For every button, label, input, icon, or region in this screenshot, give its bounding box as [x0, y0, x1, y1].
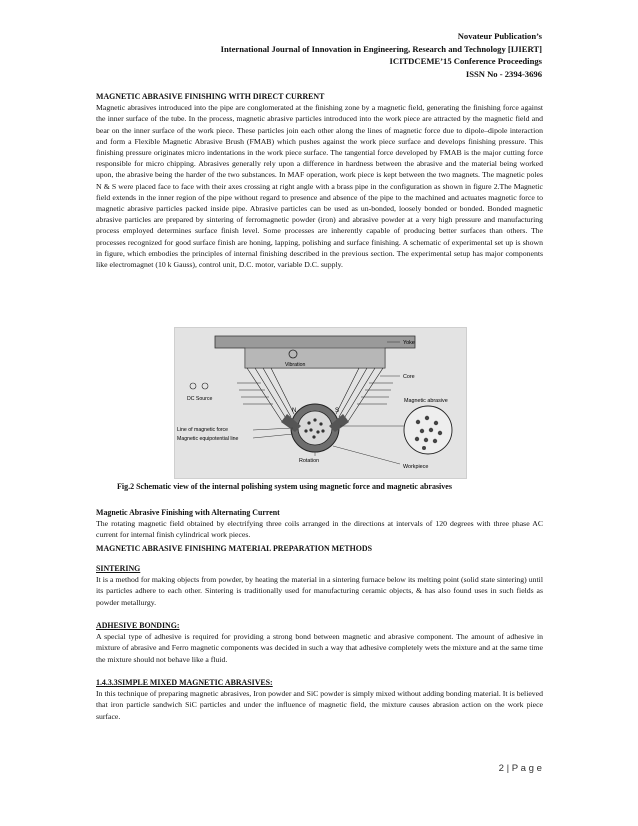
section-sintering-title: SINTERING — [96, 564, 141, 573]
section-dc-title: MAGNETIC ABRASIVE FINISHING WITH DIRECT CURRENT — [96, 92, 325, 101]
rotation-label: Rotation — [299, 458, 320, 464]
pole-n-label: N — [292, 408, 297, 414]
section-ac — [96, 507, 543, 541]
page-number: 2 — [498, 763, 504, 774]
footer-separator: | — [506, 763, 510, 774]
section-dc-body: Magnetic abrasives introduced into the pipe are conglomerated at the finishing zone by a magnetic field, generating the finishing force against the inner surface of the tube. In the process, magnetic abrasive particles introduced into the work piece are attracted by the magnetic field and bear on the inner surface of the work piece. These particles join each other along the lines of magnetic force due to dipole–dipole interaction and form a Flexible Magnetic Abrasive Brush (FMAB) which pushes against the work piece surface and develops finishing pressure. This finishing pressure originates micro indentations in the work piece surface. The tangential force developed by FMAB is the major cutting force responsible for micro chipping. Abrasives generally rely upon a difference in hardness between the abrasive and the material being worked upon, the abrasive being the harder of the two substances. In MAF operation, work piece is kept between the two magnets. The magnetic poles N & S were placed face to face with their axes crossing at right angle with a brass pipe in the configuration as shown in figure 2.The Magnetic field extends in the inner region of the pipe without regard to presence and absence of the pipe to the machined and actuates magnetic force to magnetic abrasive particles packed inside pipe. Abrasive particles can be used as un-bonded, loosely bonded or bonded. Bonded magnetic abrasive particles are prepared by sintering of ferromagnetic powder (iron) and abrasive powder at a very high pressure and manufacturing process employed determines surface finish level. Some processes are inherently capable of producing better surfaces than others. The processes recognized for good surface finish are honing, lapping, polishing and surface finishing. A schematic of experimental set up is shown in figure, which embodies the principles of internal finishing described in the previous section. The experimental setup has major components like electromagnet (10 k Gauss), control unit, D.C. motor, variable D.C. supply. — [96, 103, 543, 270]
equipotential-label: Magnetic equipotential line — [177, 436, 239, 442]
yoke-label: Yoke — [403, 340, 415, 346]
schematic-drawing — [175, 328, 466, 478]
yoke-crossbar — [245, 348, 385, 368]
section-mixed — [96, 677, 543, 722]
page-header — [221, 30, 542, 80]
section-mixed-title: 1.4.3.3SIMPLE MIXED MAGNETIC ABRASIVES: — [96, 678, 273, 687]
workpiece-label: Workpiece — [403, 464, 429, 470]
line-of-force-label: Line of magnetic force — [177, 427, 229, 433]
figure-caption: Fig.2 Schematic view of the internal polishing system using magnetic force and magnetic abrasives — [117, 482, 452, 491]
left-coil — [237, 368, 297, 423]
section-prep-title: MAGNETIC ABRASIVE FINISHING MATERIAL PREPARATION METHODS — [96, 544, 372, 553]
magnified-abrasive-circle — [404, 406, 452, 454]
section-dc — [96, 91, 543, 270]
figure-schematic — [174, 327, 467, 479]
section-adhesive-title: ADHESIVE BONDING: — [96, 621, 180, 630]
section-ac-title: Magnetic Abrasive Finishing with Alternating Current — [96, 508, 280, 517]
pole-s-label: S — [335, 408, 340, 414]
dc-source-label: DC Source — [187, 396, 213, 402]
vibration-label: Vibration — [285, 362, 306, 368]
dc-source-icon — [190, 383, 196, 389]
journal-name: International Journal of Innovation in Engineering, Research and Technology [IJIERT] — [220, 43, 542, 54]
publisher-name: Novateur Publication’s — [457, 31, 542, 41]
core-label: Core — [403, 374, 415, 380]
page-footer — [499, 763, 542, 774]
section-prep — [96, 543, 543, 554]
page-word: P a g e — [511, 763, 542, 774]
issn-number: ISSN No - 2394-3696 — [465, 68, 542, 79]
section-sintering-body: It is a method for making objects from powder, by heating the material in a sintering furnace below its melting point (solid state sintering) until its particles adhere to each other. Sintering is traditionally used for manufacturing ceramic objects, & has also found uses in such fields as powder metallurgy. — [96, 575, 543, 607]
magnetic-abrasive-label: Magnetic abrasive — [404, 398, 448, 404]
conference-name: ICITDCEME’15 Conference Proceedings — [389, 56, 542, 67]
section-adhesive — [96, 620, 543, 665]
section-sintering — [96, 563, 543, 608]
section-adhesive-body: A special type of adhesive is required for providing a strong bond between magnetic and abrasive component. The amount of adhesive in mixture of abrasive and Ferro magnetic components was decided in such a way that adhesive completely wets the mixture and at the same time the mixture should not behave like a fluid. — [96, 632, 543, 664]
workpiece-bore — [298, 411, 332, 445]
section-mixed-body: In this technique of preparing magnetic abrasives, Iron powder and SiC powder is simply mixed without adding bonding material. It is believed that iron particle sandwich SiC particles and under the influence of magnetic field, the mixture causes abrasion action on the work piece surface. — [96, 689, 543, 721]
section-ac-body: The rotating magnetic field obtained by electrifying three coils arranged in the directions at intervals of 120 degrees with three phase AC current for internal finish cylindrical work pieces. — [96, 519, 543, 540]
